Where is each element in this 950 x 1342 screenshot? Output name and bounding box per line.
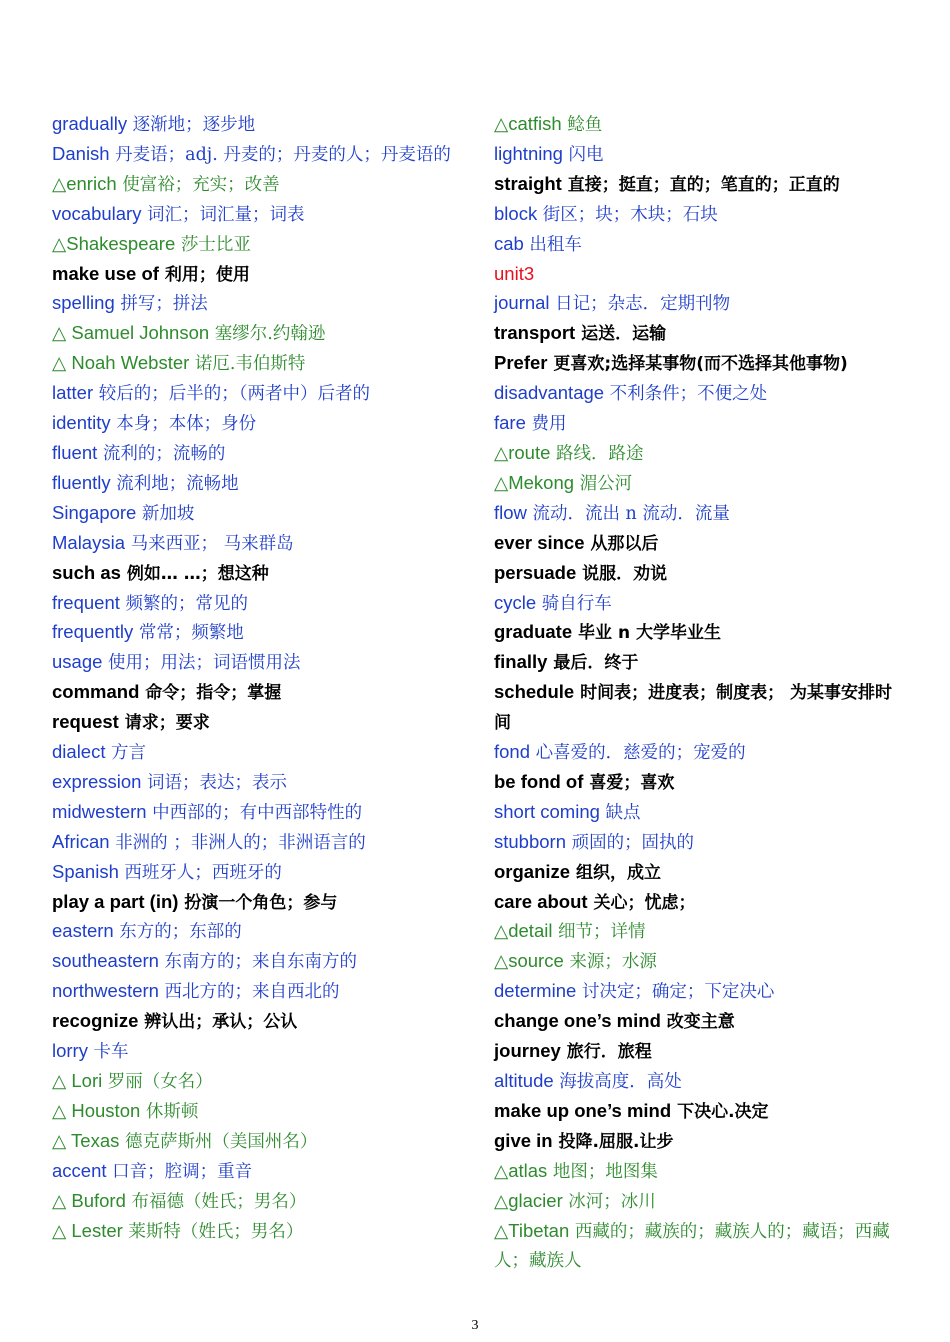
vocab-entry (52, 618, 462, 648)
vocab-definition: 下决心.决定 (671, 1101, 769, 1122)
vocab-term: △ Lester (52, 1219, 123, 1241)
vocab-term: make up one’s mind (494, 1099, 672, 1121)
vocab-entry (494, 170, 906, 200)
vocab-definition: 顽固的；固执的 (566, 832, 695, 853)
vocab-term: determine (494, 980, 577, 1002)
vocab-term: change one’s mind (494, 1010, 661, 1032)
vocab-definition: 投降.屈服.让步 (552, 1131, 674, 1152)
vocab-definition: 心喜爱的．慈爱的；宠爱的 (530, 743, 746, 764)
vocab-entry (52, 678, 462, 708)
vocab-entry (52, 917, 462, 947)
vocab-definition: 喜爱；喜欢 (583, 772, 675, 793)
vocab-definition: 逐渐地；逐步地 (127, 115, 256, 135)
vocab-entry (52, 768, 462, 798)
vocab-definition: 出租车 (523, 234, 582, 255)
vocab-entry (494, 589, 906, 619)
vocab-term: command (52, 681, 140, 703)
vocab-definition: 频繁的；常见的 (119, 593, 248, 614)
vocab-entry (52, 529, 462, 559)
vocab-entry (52, 170, 462, 200)
vocab-definition: 缺点 (599, 802, 641, 823)
vocab-definition: 命令；指令；掌握 (139, 683, 282, 704)
vocab-term: △ Lori (52, 1070, 103, 1091)
vocab-entry (494, 1007, 906, 1037)
vocab-entry (494, 319, 906, 349)
vocab-definition: 西北方的；来自西北的 (158, 982, 340, 1003)
vocab-term: unit3 (494, 262, 535, 284)
vocab-definition: 德克萨斯州（美国州名） (119, 1131, 318, 1152)
vocab-definition: 本身；本体；身份 (110, 414, 257, 435)
vocab-term: block (494, 202, 538, 224)
vocab-entry (494, 349, 906, 379)
vocab-term: △Shakespeare (52, 232, 176, 254)
vocab-definition: 时间表；进度表；制度表； 为某事安排时间 (494, 683, 893, 734)
vocab-entry (52, 648, 462, 678)
vocab-entry (52, 559, 462, 589)
vocab-entry (494, 200, 906, 230)
vocab-entry (52, 828, 462, 858)
vocab-entry (494, 260, 906, 290)
vocab-term: be fond of (494, 770, 584, 792)
vocab-definition: 从那以后 (584, 533, 659, 554)
vocab-term: △detail (494, 920, 553, 942)
vocab-definition: 辨认出；承认；公认 (138, 1012, 298, 1033)
vocab-entry (52, 589, 462, 619)
vocab-term: journey (494, 1040, 561, 1062)
vocab-entry (494, 977, 906, 1007)
right-vocabulary-column (494, 110, 906, 1276)
vocab-term: spelling (52, 292, 115, 314)
vocab-definition: 改变主意 (660, 1012, 735, 1033)
vocab-term: △route (494, 441, 551, 463)
vocab-definition: 使用；用法；词语惯用法 (102, 653, 301, 674)
vocab-term: fond (494, 741, 531, 763)
vocab-term: △atlas (494, 1159, 548, 1181)
vocab-term: southeastern (52, 950, 159, 972)
vocab-entry (494, 230, 906, 260)
vocab-entry (52, 260, 462, 290)
vocab-term: △ Texas (52, 1129, 120, 1151)
vocab-entry (494, 798, 906, 828)
vocab-term: organize (494, 860, 571, 882)
vocab-term: △ Houston (52, 1099, 141, 1121)
vocab-term: cab (494, 232, 524, 254)
vocab-entry (52, 1127, 462, 1157)
vocab-term: frequent (52, 591, 120, 613)
vocab-entry (52, 469, 462, 499)
vocab-term: eastern (52, 920, 114, 942)
vocab-entry (52, 798, 462, 828)
vocab-definition: 方言 (105, 743, 147, 764)
vocab-definition: 扮演一个角色；参与 (178, 892, 338, 913)
vocab-definition: 更喜欢;选择某事物(而不选择其他事物) (547, 354, 848, 375)
vocab-term: △enrich (52, 172, 117, 194)
vocab-term: altitude (494, 1070, 554, 1091)
vocab-definition: 休斯顿 (140, 1101, 199, 1122)
vocab-definition: 日记；杂志．定期刊物 (549, 294, 731, 315)
vocab-term: Spanish (52, 860, 119, 882)
vocab-term: schedule (494, 681, 575, 703)
vocab-definition: 闪电 (562, 144, 604, 165)
vocab-entry (494, 140, 906, 170)
vocab-entry (494, 1097, 906, 1127)
vocab-entry (52, 888, 462, 918)
vocab-definition: 骑自行车 (536, 593, 612, 614)
vocab-definition: 例如… …；想这种 (120, 563, 269, 584)
vocab-definition: 丹麦语；adj. 丹麦的；丹麦的人；丹麦语的 (109, 144, 451, 165)
vocab-term: △source (494, 950, 564, 972)
vocab-entry (52, 200, 462, 230)
vocab-entry (52, 708, 462, 738)
vocab-term: care about (494, 890, 588, 912)
vocab-entry (494, 678, 906, 738)
vocab-entry (494, 1157, 906, 1187)
vocab-definition: 费用 (525, 414, 567, 435)
vocab-entry (52, 947, 462, 977)
vocab-entry (52, 379, 462, 409)
vocab-term: △glacier (494, 1189, 563, 1211)
vocab-entry (52, 1217, 462, 1247)
vocab-definition: 莎士比亚 (175, 234, 251, 255)
vocab-definition: 新加坡 (136, 503, 195, 524)
vocab-term: fare (494, 412, 526, 434)
vocab-term: play a part (in) (52, 890, 179, 912)
vocab-definition: 口音；腔调；重音 (106, 1161, 253, 1182)
vocab-term: midwestern (52, 800, 147, 822)
vocab-entry (494, 1127, 906, 1157)
vocab-definition: 词汇；词汇量；词表 (141, 204, 305, 225)
vocab-definition: 东南方的；来自东南方的 (158, 952, 358, 973)
vocab-entry (494, 289, 906, 319)
vocab-entry (494, 768, 906, 798)
vocab-term: transport (494, 322, 576, 344)
vocab-definition: 直接；挺直；直的；笔直的；正直的 (561, 174, 840, 195)
vocab-definition: 鲶鱼 (561, 115, 603, 135)
vocab-term: Prefer (494, 352, 548, 374)
vocab-definition: 最后．终于 (547, 653, 639, 674)
vocab-entry (494, 618, 906, 648)
vocab-definition: 海拔高度．高处 (553, 1072, 682, 1092)
vocab-term: request (52, 711, 119, 733)
vocab-definition: 东方的；东部的 (113, 922, 242, 943)
vocab-term: stubborn (494, 830, 566, 852)
vocab-entry (494, 499, 906, 529)
vocab-entry (52, 858, 462, 888)
vocab-term: graduate (494, 621, 573, 643)
vocab-term: disadvantage (494, 382, 605, 404)
vocab-entry (52, 110, 462, 140)
vocab-definition: 请求；要求 (118, 713, 210, 734)
vocab-definition: 诺厄.韦伯斯特 (189, 354, 306, 375)
vocab-definition: 来源；水源 (563, 952, 657, 973)
vocab-entry (494, 888, 906, 918)
vocab-definition: 运送．运输 (575, 324, 667, 345)
vocab-definition: 流利地；流畅地 (110, 473, 239, 494)
vocab-definition: 说服．劝说 (576, 563, 668, 584)
vocab-definition: 塞缪尔.约翰逊 (209, 324, 326, 345)
vocab-entry (494, 379, 906, 409)
vocab-entry (494, 828, 906, 858)
vocab-term: △Tibetan (494, 1219, 570, 1241)
vocab-definition: 常常；频繁地 (133, 623, 244, 644)
vocab-term: Malaysia (52, 531, 125, 553)
vocab-definition: 路线．路途 (550, 443, 644, 464)
vocab-entry (494, 469, 906, 499)
vocab-entry (52, 409, 462, 439)
vocab-term: Singapore (52, 501, 137, 523)
vocab-entry (52, 319, 462, 349)
vocab-term: dialect (52, 741, 106, 763)
vocab-entry (494, 409, 906, 439)
vocab-entry (52, 140, 462, 170)
vocab-term: accent (52, 1159, 107, 1181)
vocab-entry (494, 529, 906, 559)
left-vocabulary-column (52, 110, 462, 1246)
vocab-entry (494, 648, 906, 678)
vocab-term: expression (52, 770, 142, 792)
vocab-entry (494, 947, 906, 977)
vocab-entry (494, 917, 906, 947)
vocab-entry (52, 1097, 462, 1127)
vocab-term: fluently (52, 471, 111, 493)
vocab-entry (494, 738, 906, 768)
vocab-definition: 使富裕；充实；改善 (116, 174, 280, 195)
vocab-definition: 关心；忧虑； (587, 892, 696, 913)
vocab-entry (494, 1037, 906, 1067)
vocab-entry (52, 349, 462, 379)
vocab-entry (494, 1067, 906, 1097)
vocab-entry (494, 559, 906, 589)
vocab-term: such as (52, 561, 121, 583)
vocab-entry (494, 1187, 906, 1217)
vocab-term: identity (52, 412, 111, 434)
vocab-definition: 西班牙人；西班牙的 (118, 862, 282, 883)
vocab-term: give in (494, 1129, 553, 1151)
vocab-entry (52, 1157, 462, 1187)
vocab-definition: 非洲的 ；非洲人的；非洲语言的 (109, 832, 366, 853)
vocab-entry (494, 439, 906, 469)
vocab-definition: 不利条件；不便之处 (604, 384, 768, 405)
page-number: 3 (471, 1318, 479, 1333)
vocab-term: △ Buford (52, 1189, 126, 1211)
vocab-definition: 卡车 (87, 1042, 129, 1063)
vocab-entry (52, 1187, 462, 1217)
vocab-term: persuade (494, 561, 577, 583)
vocab-definition: 流利的；流畅的 (97, 443, 226, 464)
vocab-entry (52, 1037, 462, 1067)
vocab-term: latter (52, 382, 94, 404)
vocab-definition: 罗丽（女名） (102, 1072, 213, 1092)
vocab-term: short coming (494, 800, 600, 822)
vocab-term: make use of (52, 262, 159, 284)
vocab-entry (494, 858, 906, 888)
vocab-term: finally (494, 651, 548, 673)
vocab-entry (52, 977, 462, 1007)
vocab-definition: 西藏的；藏族的；藏族人的；藏语；西藏人；藏族人 (494, 1221, 890, 1272)
vocab-definition: 冰河；冰川 (562, 1191, 656, 1212)
vocab-term: lorry (52, 1040, 88, 1062)
vocab-term: gradually (52, 113, 128, 134)
vocab-definition: 拼写；拼法 (114, 294, 208, 315)
vocab-term: △Mekong (494, 471, 575, 493)
vocab-definition: 地图；地图集 (547, 1161, 658, 1182)
vocab-term: Danish (52, 142, 110, 164)
vocab-entry (52, 439, 462, 469)
vocab-term: recognize (52, 1010, 139, 1032)
vocab-definition: 布福德（姓氏；男名） (125, 1191, 307, 1212)
vocab-definition: 毕业 n 大学毕业生 (572, 623, 721, 644)
vocab-term: straight (494, 172, 562, 194)
vocab-entry (52, 230, 462, 260)
vocab-definition: 讨决定；确定；下定决心 (576, 982, 775, 1003)
vocab-entry (494, 1217, 906, 1277)
vocab-term: △ Samuel Johnson (52, 322, 210, 344)
vocab-definition: 较后的；后半的；（两者中）后者的 (93, 384, 370, 405)
vocab-definition: 细节；详情 (552, 922, 646, 943)
vocab-definition: 街区；块；木块；石块 (537, 204, 718, 225)
vocab-term: frequently (52, 621, 134, 643)
vocab-term: vocabulary (52, 202, 142, 224)
vocab-term: △ Noah Webster (52, 352, 190, 374)
vocab-entry (52, 1067, 462, 1097)
vocab-term: journal (494, 292, 550, 314)
vocab-definition: 流动．流出 n 流动．流量 (526, 503, 730, 524)
vocab-term: lightning (494, 142, 563, 164)
vocab-definition: 莱斯特（姓氏；男名） (122, 1221, 304, 1242)
vocab-term: △catfish (494, 113, 562, 134)
vocab-term: usage (52, 651, 103, 673)
vocab-term: fluent (52, 441, 98, 463)
vocab-definition: 词语；表达；表示 (141, 772, 288, 793)
vocab-term: ever since (494, 531, 585, 553)
vocab-entry (52, 289, 462, 319)
vocab-entry (52, 1007, 462, 1037)
vocab-definition: 组织，成立 (570, 862, 661, 883)
vocab-term: cycle (494, 591, 537, 613)
vocab-entry (494, 110, 906, 140)
vocab-term: flow (494, 501, 527, 523)
vocab-definition: 马来西亚； 马来群岛 (125, 533, 294, 554)
vocab-term: northwestern (52, 980, 159, 1002)
vocab-definition: 中西部的；有中西部特性的 (146, 802, 363, 823)
vocab-definition: 旅行．旅程 (560, 1042, 652, 1063)
vocab-definition: 利用；使用 (158, 264, 250, 285)
vocab-term: African (52, 830, 110, 852)
vocab-entry (52, 499, 462, 529)
vocab-definition: 湄公河 (574, 473, 633, 494)
vocab-entry (52, 738, 462, 768)
